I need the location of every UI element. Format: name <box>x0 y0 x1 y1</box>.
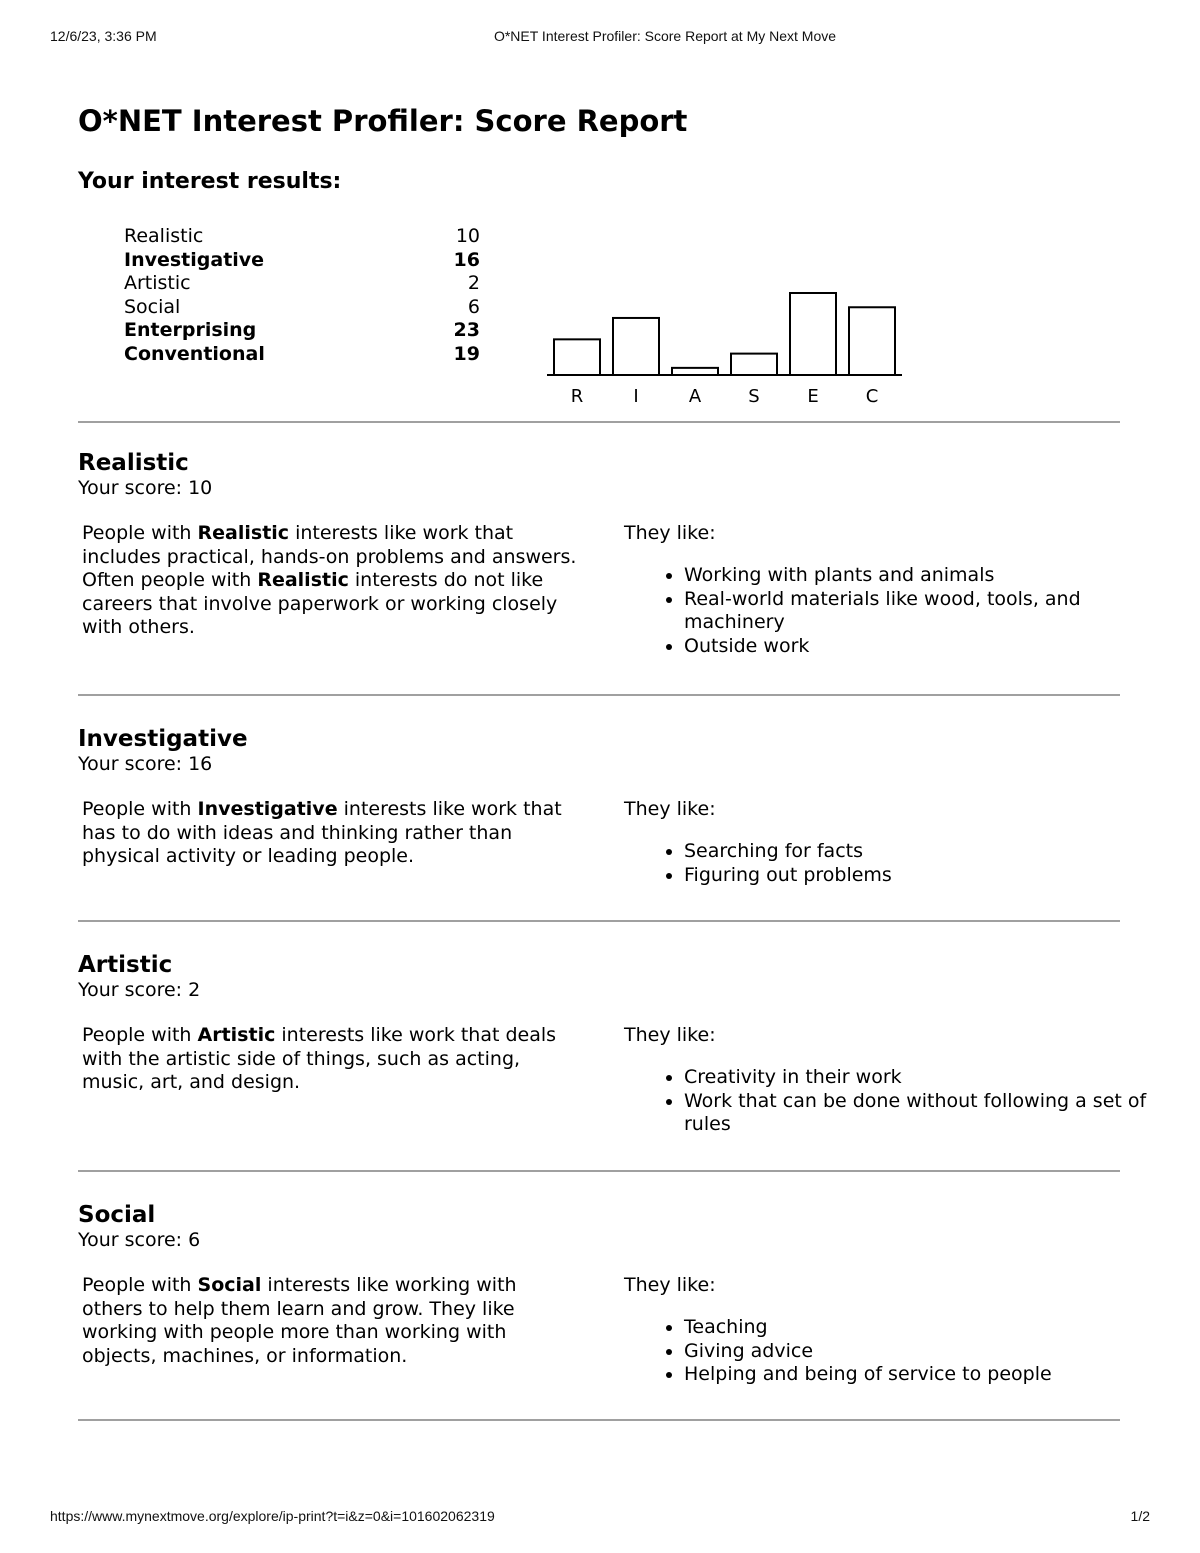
results-heading: Your interest results: <box>78 169 342 194</box>
print-page-number: 1/2 <box>1130 1508 1150 1524</box>
score-value: 23 <box>453 319 480 341</box>
interest-keyword: Investigative <box>197 798 338 820</box>
score-name: Social <box>124 295 181 318</box>
print-header <box>50 28 1150 48</box>
section-divider <box>78 920 1120 922</box>
interest-keyword: Realistic <box>257 569 349 591</box>
they-like-label: They like: <box>624 522 716 544</box>
they-like-label: They like: <box>624 1024 716 1046</box>
section-realistic <box>78 450 1120 680</box>
score-row-artistic <box>124 272 480 296</box>
chart-bar-i <box>613 318 659 375</box>
score-name: Realistic <box>124 225 204 247</box>
section-title: Investigative <box>78 726 248 752</box>
list-item: • Figuring out problems <box>684 864 1154 888</box>
score-value: 16 <box>453 248 480 271</box>
score-row-conventional <box>124 343 480 367</box>
section-description: People with Investigative interests like work that has to do with ideas and thinking rather than physical activity or leading people. <box>82 798 562 867</box>
they-like-label: They like: <box>624 1274 716 1296</box>
list-item: • Helping and being of service to people <box>684 1363 1154 1387</box>
score-row-investigative <box>124 249 480 273</box>
score-name: Investigative <box>124 248 265 271</box>
list-item: • Giving advice <box>684 1340 1154 1364</box>
section-score: Your score: 2 <box>78 979 201 1001</box>
score-name: Artistic <box>124 272 191 294</box>
score-row-realistic <box>124 225 480 249</box>
section-artistic <box>78 952 1147 1182</box>
chart-bar-r <box>554 339 600 375</box>
section-description: People with Realistic interests like work that includes practical, hands-on problems and answers. Often people with Realistic interests do not like careers that involve paperwork or working closely with others. <box>82 522 577 638</box>
chart-tick-label: I <box>633 386 639 407</box>
chart-tick-label: C <box>865 386 879 407</box>
section-social <box>78 1202 1120 1432</box>
chart-tick-label: R <box>570 386 584 407</box>
score-value: 10 <box>455 225 480 247</box>
chart-bar-s <box>731 354 777 375</box>
they-like-label: They like: <box>624 798 716 820</box>
score-table <box>124 225 480 366</box>
chart-bar-a <box>672 368 718 375</box>
section-description: People with Social interests like working with others to help them learn and grow. They like working with people more than working with objects, machines, or information. <box>82 1274 517 1367</box>
print-footer <box>50 1508 1150 1528</box>
section-title: Realistic <box>78 450 189 476</box>
section-title: Artistic <box>78 952 173 978</box>
interest-keyword: Social <box>197 1274 262 1296</box>
likes-list <box>624 564 1154 658</box>
list-item: • Teaching <box>684 1316 1154 1340</box>
section-title: Social <box>78 1202 156 1228</box>
list-item: • Outside work <box>684 635 1154 659</box>
section-score: Your score: 6 <box>78 1229 201 1251</box>
likes-list <box>624 1316 1154 1387</box>
list-item: • Working with plants and animals <box>684 564 1154 588</box>
score-value: 19 <box>453 342 480 365</box>
likes-list <box>624 840 1154 887</box>
chart-bar-e <box>790 293 836 375</box>
section-divider <box>78 421 1120 423</box>
chart-tick-label: A <box>688 386 702 407</box>
score-row-enterprising <box>124 319 480 343</box>
score-row-social <box>124 296 480 320</box>
score-value: 6 <box>467 295 480 318</box>
print-timestamp: 12/6/23, 3:36 PM <box>50 28 157 44</box>
page-title: O*NET Interest Profiler: Score Report <box>78 104 688 138</box>
score-name: Enterprising <box>124 319 257 341</box>
print-url: https://www.mynextmove.org/explore/ip-print?t=i&z=0&i=101602062319 <box>50 1508 495 1524</box>
list-item: • Searching for facts <box>684 840 1154 864</box>
interest-keyword: Realistic <box>197 522 290 544</box>
chart-tick-label: S <box>748 386 760 407</box>
score-value: 2 <box>467 272 480 294</box>
section-divider <box>78 1170 1120 1172</box>
print-page-title: O*NET Interest Profiler: Score Report at My Next Move <box>493 28 837 44</box>
section-divider <box>78 694 1120 696</box>
riasec-bar-chart <box>540 285 910 410</box>
score-name: Conventional <box>124 342 265 365</box>
list-item: • Work that can be done without following a set of rules <box>684 1090 1154 1137</box>
likes-list <box>624 1066 1154 1137</box>
section-divider <box>78 1419 1120 1421</box>
interest-keyword: Artistic <box>197 1024 276 1046</box>
list-item: • Creativity in their work <box>684 1066 1154 1090</box>
section-description: People with Artistic interests like work that deals with the artistic side of things, such as acting, music, art, and design. <box>82 1024 557 1093</box>
chart-bar-c <box>849 307 895 375</box>
section-score: Your score: 10 <box>78 477 213 499</box>
section-score: Your score: 16 <box>78 753 213 775</box>
chart-tick-label: E <box>807 386 819 407</box>
list-item: • Real-world materials like wood, tools, and machinery <box>684 588 1154 635</box>
